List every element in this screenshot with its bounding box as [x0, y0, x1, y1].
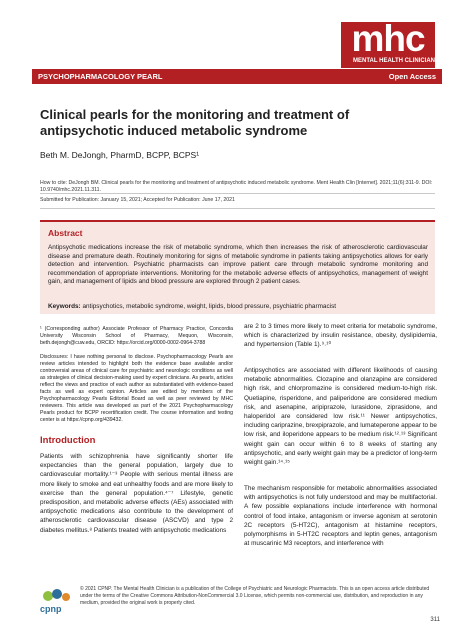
logo-text: mhc	[351, 18, 425, 59]
copyright-footer: © 2021 CPNP. The Mental Health Clinician is a publication of the College of Psychiatric and Neurologic Pharmacists. This is an open access article distributed under the terms of the Creative Commons Attribution-NonCommercial 3.0 License, which permits non-commercial use, distribution, and reproduction in any medium, provided the original work is properly cited.	[80, 586, 430, 606]
open-access-label: Open Access	[388, 72, 436, 81]
article-authors: Beth M. DeJongh, PharmD, BCPP, BCPS¹	[40, 150, 200, 160]
divider	[40, 193, 435, 194]
disclosures: Disclosures: I have nothing personal to disclose. Psychopharmacology Pearls are review articles intended to highlight both the evidence base available and/or controversial areas of clinical care for psychiatric and neurologic conditions as well as strategies of clinical decision-making used by expert clinicians. As pearls, articles reflect the views and practice of each author as substantiated with evidence-based facts as well as expert opinion. Articles are edited by members of the Psychopharmacology Pearls Editorial Board as well as peer reviewed by MHC reviewers. This article was developed as part of the 2021 Psychopharmacology Pearls product for BCPP recertification credit. The course information and testing center is at https://cpnp.org/439432.	[40, 354, 233, 423]
divider	[40, 208, 435, 209]
paragraph: The mechanism responsible for metabolic abnormalities associated with antipsychotics is not fully understood and may be multifactorial. A few possible explanations include interference with hormonal control of food intake, antagonism or inverse agonism at serotonin 2C receptors (5-HT2C), antagonism at histamine receptors, polymorphisms in 5-HT2C receptors and leptin genes, antagonism at muscarinic M3 receptors, and interference with	[244, 485, 437, 548]
logo-subtitle: MENTAL HEALTH CLINICIAN	[353, 58, 435, 64]
keywords-text: antipsychotics, metabolic syndrome, weight, lipids, blood pressure, psychiatric pharmacist	[82, 303, 337, 310]
introduction-heading: Introduction	[40, 435, 96, 446]
cpnp-logo	[40, 587, 74, 617]
keywords	[48, 303, 428, 312]
cpnp-mark-icon	[40, 587, 74, 605]
submission-dates: Submitted for Publication: January 15, 2021; Accepted for Publication: June 17, 2021	[40, 197, 235, 203]
cpnp-logo-text: cpnp	[40, 604, 62, 614]
author-affiliation: ¹ (Corresponding author) Associate Professor of Pharmacy Practice, Concordia University Wisconsin School of Pharmacy, Mequon, Wisconsin, beth.dejongh@cuw.edu, ORCID: https://orcid.org/0000-0002-0964-3788	[40, 326, 233, 346]
section-label: PSYCHOPHARMACOLOGY PEARL	[38, 72, 163, 81]
paragraph: are 2 to 3 times more likely to meet criteria for metabolic syndrome, which is characterized by insulin resistance, obesity, dyslipidemia, and hypertension (Table 1).⁹˒¹⁰	[244, 323, 437, 349]
section-bar	[32, 69, 442, 84]
keywords-label: Keywords:	[48, 303, 81, 310]
paragraph: Antipsychotics are associated with different likelihoods of causing metabolic abnormalities. Clozapine and olanzapine are considered high risk, and chlorpromazine is considered medium-to-high risk. Quetiapine, risperidone, and paliperidone are considered medium risk, and asenapine, aripiprazole, lurasidone, ziprasidone, and haloperidol are considered low risk.¹¹ Newer antipsychotics, including cariprazine, brexpiprazole, and lumateperone appear to be low risk, and iloperidone appears to be medium risk.¹²˒¹³ Significant weight gain can occur within 6 to 8 weeks of starting any antipsychotic, and early weight gain may be a predictor of long-term weight gain.¹⁴˒¹⁵	[244, 367, 437, 467]
article-title: Clinical pearls for the monitoring and treatment of antipsychotic induced metabolic syndrome	[40, 107, 350, 138]
citation: How to cite: DeJongh BM. Clinical pearls for the monitoring and treatment of antipsychotic induced metabolic syndrome. Ment Health Clin [Internet]. 2021;11(6):311-9. DOI: 10.9740/mhc.2021.11.311.	[40, 180, 433, 193]
abstract-box	[40, 220, 435, 314]
page-number: 311	[430, 617, 440, 623]
introduction-text: Patients with schizophrenia have significantly shorter life expectancies than the general population, largely due to cardiovascular mortality.¹⁻³ People with serious mental illness are more likely to smoke and eat unhealthy foods and are more likely to exercise than the general population.⁴⁻⁷ Lifestyle, genetic predisposition, and metabolic adverse effects (AEs) associated with antipsychotic medications also contribute to the development of atherosclerotic cardiovascular disease (ASCVD) and type 2 diabetes mellitus.⁸ Patients treated with antipsychotic medications	[40, 453, 233, 534]
abstract-heading: Abstract	[48, 228, 83, 238]
abstract-body: Antipsychotic medications increase the risk of metabolic syndrome, which then increases the risk of atherosclerotic cardiovascular disease and premature death. Routinely monitoring for signs of metabolic syndrome in patients taking antipsychotics allows for early detection and intervention. Psychiatric pharmacists can improve patient care through metabolic syndrome monitoring and recommendation of appropriate interventions. Monitoring for the metabolic adverse effects of antipsychotics, management of weight gain, and management of lipids and blood pressure are explored through 2 patient cases.	[48, 244, 428, 286]
